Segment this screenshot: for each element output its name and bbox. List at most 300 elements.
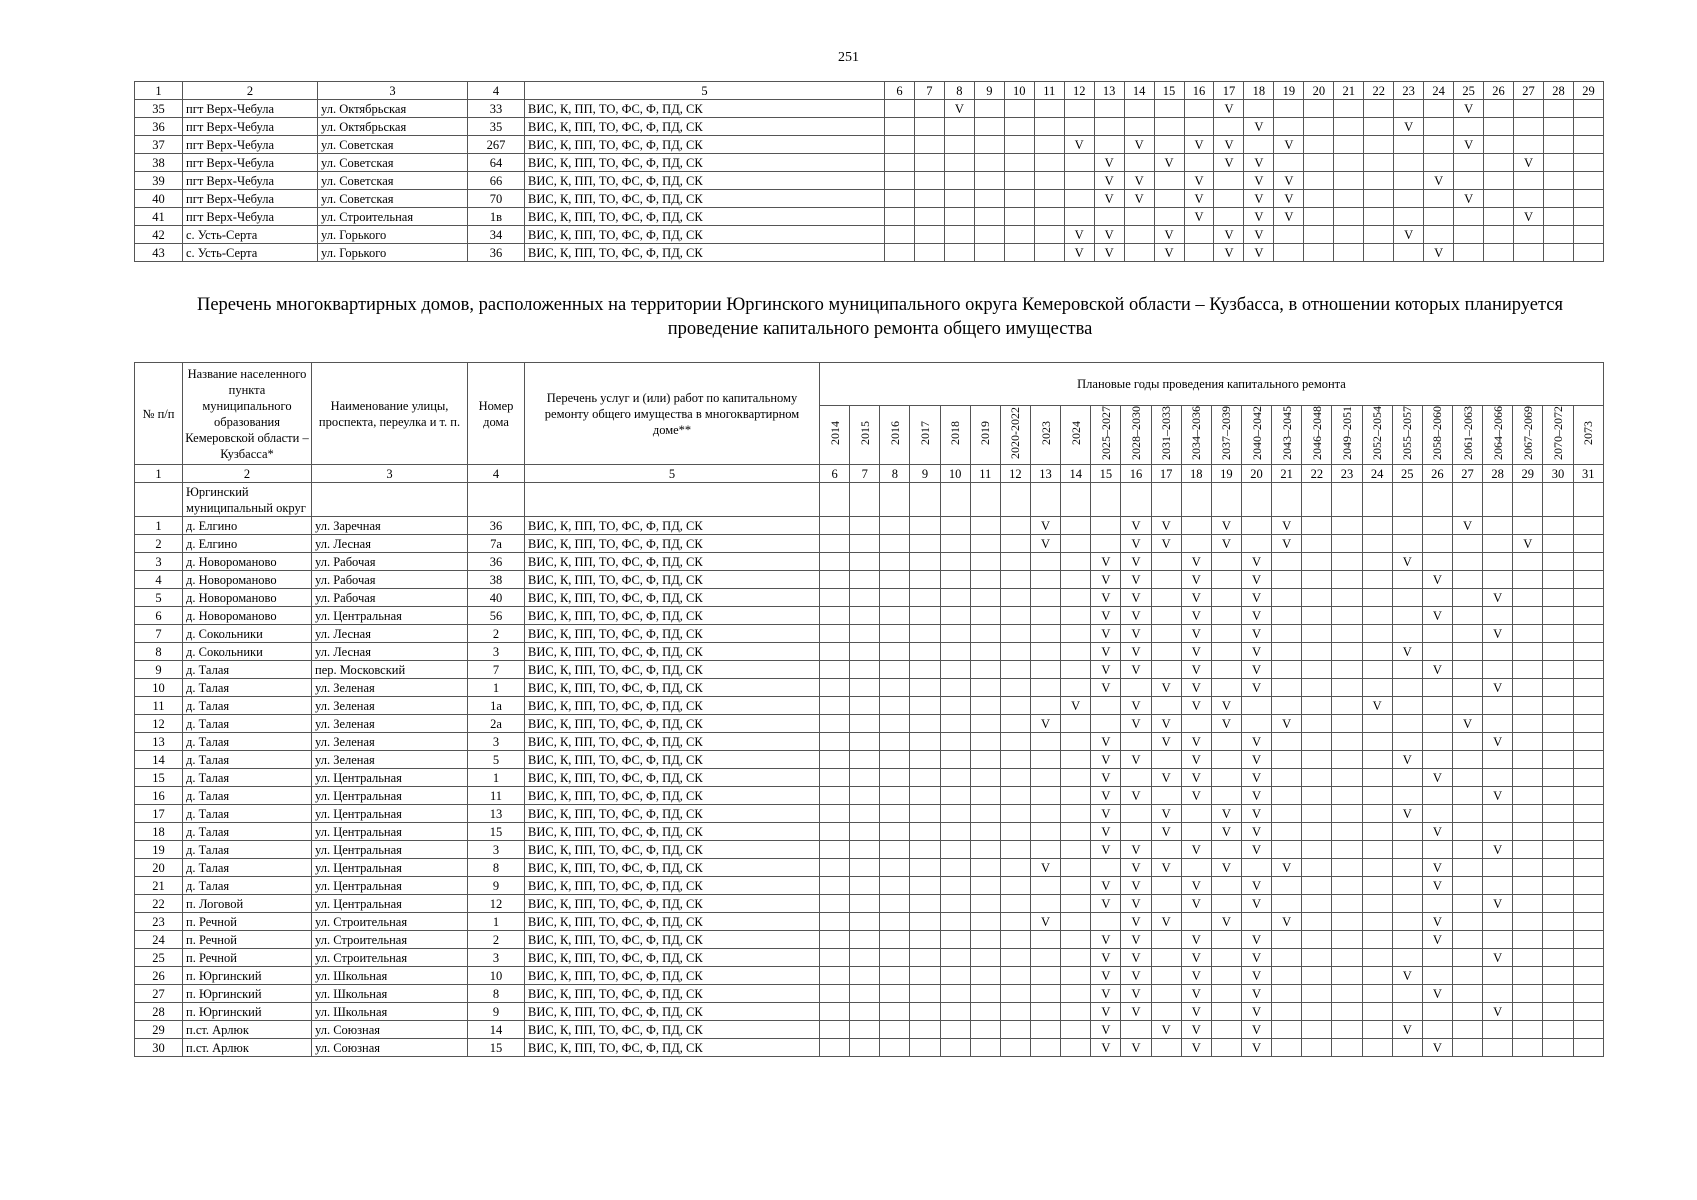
year-mark xyxy=(880,931,910,949)
year-mark xyxy=(940,1039,970,1057)
year-mark: V xyxy=(1483,787,1513,805)
year-mark xyxy=(1362,967,1392,985)
column-number: 3 xyxy=(318,82,468,100)
year-mark xyxy=(1211,625,1241,643)
year-mark: V xyxy=(1030,913,1060,931)
year-mark xyxy=(910,877,940,895)
year-mark xyxy=(1061,733,1091,751)
district-row xyxy=(135,483,1604,517)
house-number: 1 xyxy=(468,913,525,931)
year-mark xyxy=(940,751,970,769)
year-mark xyxy=(1030,985,1060,1003)
column-number: 28 xyxy=(1483,465,1513,483)
year-mark: V xyxy=(1181,931,1211,949)
year-mark xyxy=(1573,643,1603,661)
year-mark xyxy=(880,787,910,805)
year-mark: V xyxy=(1181,733,1211,751)
year-mark: V xyxy=(1091,967,1121,985)
settlement-name: д. Елгино xyxy=(183,535,312,553)
table-row xyxy=(135,715,1604,733)
year-mark xyxy=(820,679,850,697)
street-name: ул. Центральная xyxy=(312,841,468,859)
year-mark xyxy=(880,967,910,985)
year-mark: V xyxy=(1181,985,1211,1003)
works-list: ВИС, К, ПП, ТО, ФС, Ф, ПД, СК xyxy=(525,679,820,697)
works-list: ВИС, К, ПП, ТО, ФС, Ф, ПД, СК xyxy=(525,1003,820,1021)
year-mark: V xyxy=(1121,751,1151,769)
year-mark xyxy=(1332,931,1362,949)
year-mark xyxy=(1362,535,1392,553)
year-mark: V xyxy=(1211,805,1241,823)
settlement-name: д. Талая xyxy=(183,697,312,715)
year-mark xyxy=(1272,967,1302,985)
year-mark xyxy=(1211,841,1241,859)
year-mark: V xyxy=(1121,589,1151,607)
year-mark xyxy=(1061,517,1091,535)
year-mark xyxy=(820,625,850,643)
year-mark xyxy=(850,859,880,877)
column-number: 11 xyxy=(970,465,1000,483)
year-label: 2040–2042 xyxy=(1249,406,1264,460)
year-mark xyxy=(1454,118,1484,136)
year-mark: V xyxy=(1121,517,1151,535)
year-mark xyxy=(1422,1003,1452,1021)
year-header xyxy=(1422,406,1452,465)
year-mark xyxy=(1543,607,1573,625)
year-mark xyxy=(880,733,910,751)
table-row xyxy=(135,172,1604,190)
year-mark xyxy=(1362,517,1392,535)
year-mark xyxy=(1302,985,1332,1003)
street-name: ул. Октябрьская xyxy=(318,100,468,118)
year-mark xyxy=(820,877,850,895)
year-mark xyxy=(1362,877,1392,895)
street-name: ул. Центральная xyxy=(312,877,468,895)
year-mark: V xyxy=(1513,535,1543,553)
year-mark xyxy=(1332,625,1362,643)
year-mark xyxy=(1332,1003,1362,1021)
house-number: 2 xyxy=(468,931,525,949)
year-header xyxy=(940,406,970,465)
year-mark xyxy=(1034,118,1064,136)
year-mark xyxy=(1452,877,1482,895)
settlement-name: д. Талая xyxy=(183,841,312,859)
year-mark xyxy=(970,931,1000,949)
year-mark xyxy=(1332,1021,1362,1039)
works-list: ВИС, К, ПП, ТО, ФС, Ф, ПД, СК xyxy=(525,1021,820,1039)
house-number: 7 xyxy=(468,661,525,679)
year-mark xyxy=(1422,841,1452,859)
year-mark xyxy=(1513,679,1543,697)
year-mark xyxy=(1302,913,1332,931)
street-name: ул. Советская xyxy=(318,172,468,190)
year-mark xyxy=(1392,1003,1422,1021)
year-mark xyxy=(1483,697,1513,715)
year-mark: V xyxy=(1422,913,1452,931)
table-row xyxy=(135,1039,1604,1057)
year-mark xyxy=(1543,787,1573,805)
house-number: 35 xyxy=(468,118,525,136)
year-mark: V xyxy=(1241,1021,1271,1039)
year-mark xyxy=(1064,118,1094,136)
year-mark: V xyxy=(1121,697,1151,715)
year-mark xyxy=(974,118,1004,136)
column-number: 13 xyxy=(1030,465,1060,483)
year-label: 2034–2036 xyxy=(1189,406,1204,460)
year-mark xyxy=(1211,589,1241,607)
year-mark xyxy=(1304,154,1334,172)
column-number: 12 xyxy=(1064,82,1094,100)
year-mark xyxy=(1424,136,1454,154)
year-mark xyxy=(1483,1021,1513,1039)
column-number: 23 xyxy=(1394,82,1424,100)
year-mark xyxy=(1154,100,1184,118)
year-mark xyxy=(1543,1021,1573,1039)
house-number: 38 xyxy=(468,571,525,589)
year-mark: V xyxy=(1121,643,1151,661)
year-mark xyxy=(820,1003,850,1021)
year-mark: V xyxy=(1241,841,1271,859)
year-mark xyxy=(1513,877,1543,895)
year-mark: V xyxy=(1241,571,1271,589)
year-mark xyxy=(1364,118,1394,136)
year-mark xyxy=(880,841,910,859)
year-mark xyxy=(1424,100,1454,118)
year-mark xyxy=(820,553,850,571)
year-mark xyxy=(1000,913,1030,931)
year-mark xyxy=(1483,517,1513,535)
year-mark: V xyxy=(1091,823,1121,841)
year-mark xyxy=(970,751,1000,769)
year-mark xyxy=(940,571,970,589)
year-mark xyxy=(1543,571,1573,589)
year-mark xyxy=(910,643,940,661)
year-mark: V xyxy=(1214,154,1244,172)
year-mark xyxy=(1513,787,1543,805)
year-mark: V xyxy=(1091,751,1121,769)
year-mark xyxy=(1514,190,1544,208)
column-number: 9 xyxy=(910,465,940,483)
settlement-name: д. Талая xyxy=(183,823,312,841)
year-mark xyxy=(1030,679,1060,697)
year-mark xyxy=(1392,517,1422,535)
year-mark xyxy=(1392,715,1422,733)
year-mark xyxy=(1030,589,1060,607)
settlement-name: пгт Верх-Чебула xyxy=(183,172,318,190)
year-mark xyxy=(1514,244,1544,262)
settlement-name: д. Талая xyxy=(183,751,312,769)
year-mark xyxy=(1030,1021,1060,1039)
row-number: 23 xyxy=(135,913,183,931)
year-mark xyxy=(880,625,910,643)
house-number: 1а xyxy=(468,697,525,715)
year-mark xyxy=(1573,697,1603,715)
year-mark xyxy=(1094,118,1124,136)
column-number: 24 xyxy=(1362,465,1392,483)
year-mark xyxy=(1422,517,1452,535)
table-row xyxy=(135,625,1604,643)
street-name: ул. Рабочая xyxy=(312,571,468,589)
year-mark xyxy=(974,154,1004,172)
year-mark xyxy=(880,643,910,661)
year-mark xyxy=(1543,553,1573,571)
year-mark xyxy=(1302,679,1332,697)
year-mark xyxy=(940,859,970,877)
year-mark xyxy=(1513,625,1543,643)
year-mark xyxy=(880,679,910,697)
house-number: 15 xyxy=(468,823,525,841)
year-mark xyxy=(1573,571,1603,589)
year-mark xyxy=(1362,859,1392,877)
year-mark xyxy=(910,607,940,625)
year-mark: V xyxy=(1030,715,1060,733)
year-mark: V xyxy=(1244,244,1274,262)
year-mark xyxy=(1272,625,1302,643)
year-label: 2067–2069 xyxy=(1520,406,1535,460)
year-label: 2037–2039 xyxy=(1219,406,1234,460)
year-mark xyxy=(1392,607,1422,625)
year-mark: V xyxy=(1121,1003,1151,1021)
year-mark xyxy=(970,1021,1000,1039)
year-mark xyxy=(1364,172,1394,190)
year-mark xyxy=(910,661,940,679)
year-mark xyxy=(1513,607,1543,625)
table-row xyxy=(135,517,1604,535)
table-row xyxy=(135,697,1604,715)
house-number: 64 xyxy=(468,154,525,172)
table-row xyxy=(135,118,1604,136)
year-mark xyxy=(1513,805,1543,823)
year-mark xyxy=(850,913,880,931)
year-mark xyxy=(910,589,940,607)
year-mark xyxy=(1061,823,1091,841)
year-mark xyxy=(1004,100,1034,118)
table-row xyxy=(135,805,1604,823)
year-mark xyxy=(910,841,940,859)
year-mark xyxy=(1211,643,1241,661)
year-mark xyxy=(1091,859,1121,877)
year-label: 2049–2051 xyxy=(1339,406,1354,460)
year-mark xyxy=(820,643,850,661)
year-mark xyxy=(1151,931,1181,949)
works-list: ВИС, К, ПП, ТО, ФС, Ф, ПД, СК xyxy=(525,244,885,262)
year-mark xyxy=(1364,100,1394,118)
year-mark xyxy=(1452,787,1482,805)
row-number: 4 xyxy=(135,571,183,589)
year-mark xyxy=(885,208,915,226)
year-mark xyxy=(1000,697,1030,715)
year-mark xyxy=(1332,967,1362,985)
year-mark xyxy=(1302,607,1332,625)
street-name: ул. Строительная xyxy=(312,949,468,967)
year-mark: V xyxy=(1211,913,1241,931)
year-mark xyxy=(880,823,910,841)
year-mark xyxy=(1452,643,1482,661)
year-mark xyxy=(1302,895,1332,913)
year-mark xyxy=(1030,895,1060,913)
year-mark xyxy=(1304,226,1334,244)
year-mark xyxy=(1484,154,1514,172)
year-mark xyxy=(1392,625,1422,643)
column-number: 2 xyxy=(183,82,318,100)
year-label: 2014 xyxy=(827,421,842,445)
year-mark xyxy=(1543,100,1573,118)
year-mark xyxy=(1151,643,1181,661)
year-mark: V xyxy=(1091,787,1121,805)
table-row xyxy=(135,823,1604,841)
year-mark xyxy=(1004,118,1034,136)
year-mark xyxy=(1362,931,1392,949)
street-name: ул. Рабочая xyxy=(312,589,468,607)
year-mark xyxy=(1211,985,1241,1003)
year-mark xyxy=(1362,679,1392,697)
row-number: 22 xyxy=(135,895,183,913)
year-mark xyxy=(850,805,880,823)
year-mark xyxy=(1094,136,1124,154)
year-mark xyxy=(1154,208,1184,226)
year-mark xyxy=(1362,733,1392,751)
year-mark xyxy=(1332,769,1362,787)
year-mark xyxy=(1030,661,1060,679)
column-number: 16 xyxy=(1184,82,1214,100)
year-mark: V xyxy=(1272,535,1302,553)
year-mark xyxy=(1000,823,1030,841)
year-mark xyxy=(1304,100,1334,118)
year-mark xyxy=(880,535,910,553)
year-mark xyxy=(1211,1021,1241,1039)
year-mark xyxy=(1514,172,1544,190)
row-number: 37 xyxy=(135,136,183,154)
year-mark xyxy=(1241,535,1271,553)
year-mark xyxy=(1181,913,1211,931)
year-mark xyxy=(1302,661,1332,679)
year-mark: V xyxy=(1514,154,1544,172)
house-number: 11 xyxy=(468,787,525,805)
year-mark xyxy=(910,697,940,715)
year-mark xyxy=(1094,208,1124,226)
settlement-name: д. Талая xyxy=(183,787,312,805)
year-mark xyxy=(1362,661,1392,679)
year-mark xyxy=(1513,841,1543,859)
year-mark: V xyxy=(1181,1003,1211,1021)
year-mark xyxy=(820,967,850,985)
year-mark xyxy=(910,715,940,733)
year-mark xyxy=(1214,172,1244,190)
year-mark xyxy=(1362,805,1392,823)
year-mark xyxy=(1483,643,1513,661)
year-mark: V xyxy=(1454,136,1484,154)
year-mark xyxy=(1543,967,1573,985)
year-mark xyxy=(1061,1021,1091,1039)
works-list: ВИС, К, ПП, ТО, ФС, Ф, ПД, СК xyxy=(525,607,820,625)
year-mark xyxy=(910,949,940,967)
year-mark: V xyxy=(1241,589,1271,607)
year-mark xyxy=(1061,571,1091,589)
year-mark xyxy=(1392,679,1422,697)
year-mark xyxy=(1452,805,1482,823)
year-mark xyxy=(1302,625,1332,643)
year-mark xyxy=(910,1003,940,1021)
year-mark xyxy=(1000,967,1030,985)
year-mark: V xyxy=(1151,823,1181,841)
year-mark: V xyxy=(944,100,974,118)
year-mark xyxy=(910,1021,940,1039)
year-mark xyxy=(910,1039,940,1057)
year-mark xyxy=(1332,895,1362,913)
year-mark: V xyxy=(1272,859,1302,877)
year-mark xyxy=(1332,949,1362,967)
year-mark xyxy=(1334,190,1364,208)
year-mark xyxy=(1513,895,1543,913)
row-number: 27 xyxy=(135,985,183,1003)
year-mark: V xyxy=(1483,949,1513,967)
year-mark xyxy=(850,661,880,679)
year-mark xyxy=(820,841,850,859)
year-mark xyxy=(880,697,910,715)
year-mark xyxy=(1304,208,1334,226)
year-mark: V xyxy=(1121,661,1151,679)
year-mark xyxy=(1091,715,1121,733)
year-mark xyxy=(914,190,944,208)
table-row xyxy=(135,190,1604,208)
year-mark xyxy=(1061,679,1091,697)
year-mark: V xyxy=(1091,553,1121,571)
year-mark xyxy=(1030,931,1060,949)
year-mark xyxy=(944,226,974,244)
table-row xyxy=(135,244,1604,262)
year-mark: V xyxy=(1422,931,1452,949)
year-label: 2028–2030 xyxy=(1128,406,1143,460)
year-mark xyxy=(1304,118,1334,136)
row-number: 11 xyxy=(135,697,183,715)
year-mark: V xyxy=(1091,877,1121,895)
year-mark: V xyxy=(1091,607,1121,625)
year-mark xyxy=(1302,517,1332,535)
year-mark xyxy=(1392,895,1422,913)
year-mark xyxy=(1181,715,1211,733)
year-mark: V xyxy=(1121,967,1151,985)
year-mark xyxy=(885,190,915,208)
table-row xyxy=(135,679,1604,697)
year-mark xyxy=(1061,895,1091,913)
year-mark: V xyxy=(1094,154,1124,172)
column-number: 21 xyxy=(1272,465,1302,483)
year-mark xyxy=(1362,1021,1392,1039)
street-name: ул. Центральная xyxy=(312,769,468,787)
year-mark: V xyxy=(1181,643,1211,661)
year-mark xyxy=(940,913,970,931)
year-mark xyxy=(880,571,910,589)
row-number: 30 xyxy=(135,1039,183,1057)
year-label: 2043–2045 xyxy=(1279,406,1294,460)
year-mark xyxy=(1513,769,1543,787)
year-mark xyxy=(974,208,1004,226)
year-header xyxy=(1513,406,1543,465)
year-mark: V xyxy=(1214,136,1244,154)
year-mark xyxy=(1483,553,1513,571)
year-mark xyxy=(910,859,940,877)
year-header xyxy=(1121,406,1151,465)
street-name: ул. Центральная xyxy=(312,823,468,841)
year-mark: V xyxy=(1121,571,1151,589)
works-list: ВИС, К, ПП, ТО, ФС, Ф, ПД, СК xyxy=(525,118,885,136)
street-name: ул. Октябрьская xyxy=(318,118,468,136)
year-mark xyxy=(1454,244,1484,262)
year-label: 2017 xyxy=(917,421,932,445)
year-mark xyxy=(944,118,974,136)
year-mark xyxy=(970,625,1000,643)
column-number: 7 xyxy=(850,465,880,483)
